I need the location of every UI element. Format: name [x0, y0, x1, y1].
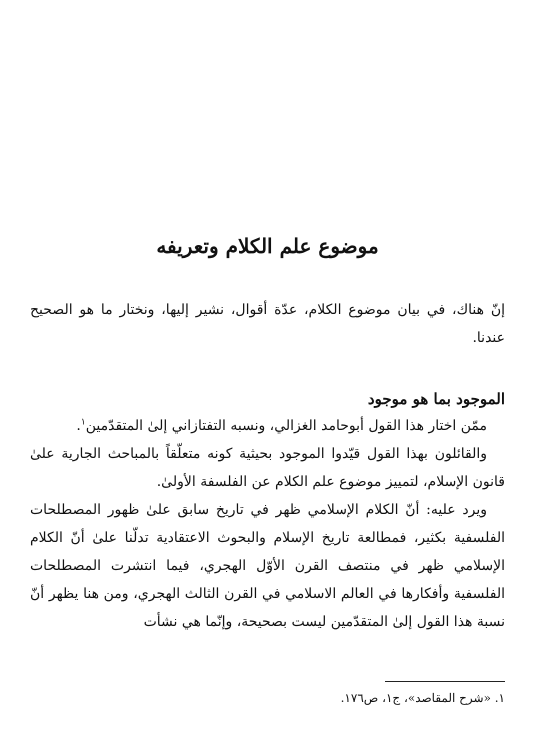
intro-paragraph: إنّ هناك، في بيان موضوع الكلام، عدّة أقوال، نشير إليها، ونختار ما هو الصحيح عندنا. [30, 302, 505, 346]
footnote-marker[interactable]: ١ [80, 417, 86, 428]
section-heading: الموجود بما هو موجود [367, 390, 505, 408]
paragraph-1-text: ممّن اختار هذا القول أبوحامد الغزالي، ونسبه التفتازاني إلىٰ المتقدّمين [85, 418, 487, 434]
footnote: ١. «شرح المقاصد»، ج١، ص١٧٦. [340, 691, 505, 705]
paragraph-1 [30, 412, 505, 440]
paragraph-3: ويرد عليه: أنّ الكلام الإسلامي ظهر في تاريخ سابق علىٰ ظهور المصطلحات الفلسفية بكثير، فمطالعة تاريخ الإسلام والبحوث الاعتقادية تدلّنا علىٰ أنّ الكلام الإسلامي ظهر في منتصف القرن الأوّل الهجري، فيما انتشرت المصطلحات الفلسفية وأفكارها في العالم الاسلامي في القرن الثالث الهجري، ومن هنا يظهر أنّ نسبة هذا القول إلىٰ المتقدّمين ليست بصحيحة، وإنّما هي نشأت [30, 502, 505, 630]
paragraph-1-end: . [76, 418, 81, 434]
body-text [30, 412, 505, 636]
chapter-title: موضوع علم الكلام وتعريفه [156, 234, 379, 258]
paragraph-2: والقائلون بهذا القول قيّدوا الموجود بحيثية كونه متعلّقاً بالمباحث الجارية علىٰ قانون الإسلام، لتمييز موضوع علم الكلام عن الفلسفة الأولىٰ. [30, 446, 505, 490]
footnote-divider [385, 681, 505, 682]
